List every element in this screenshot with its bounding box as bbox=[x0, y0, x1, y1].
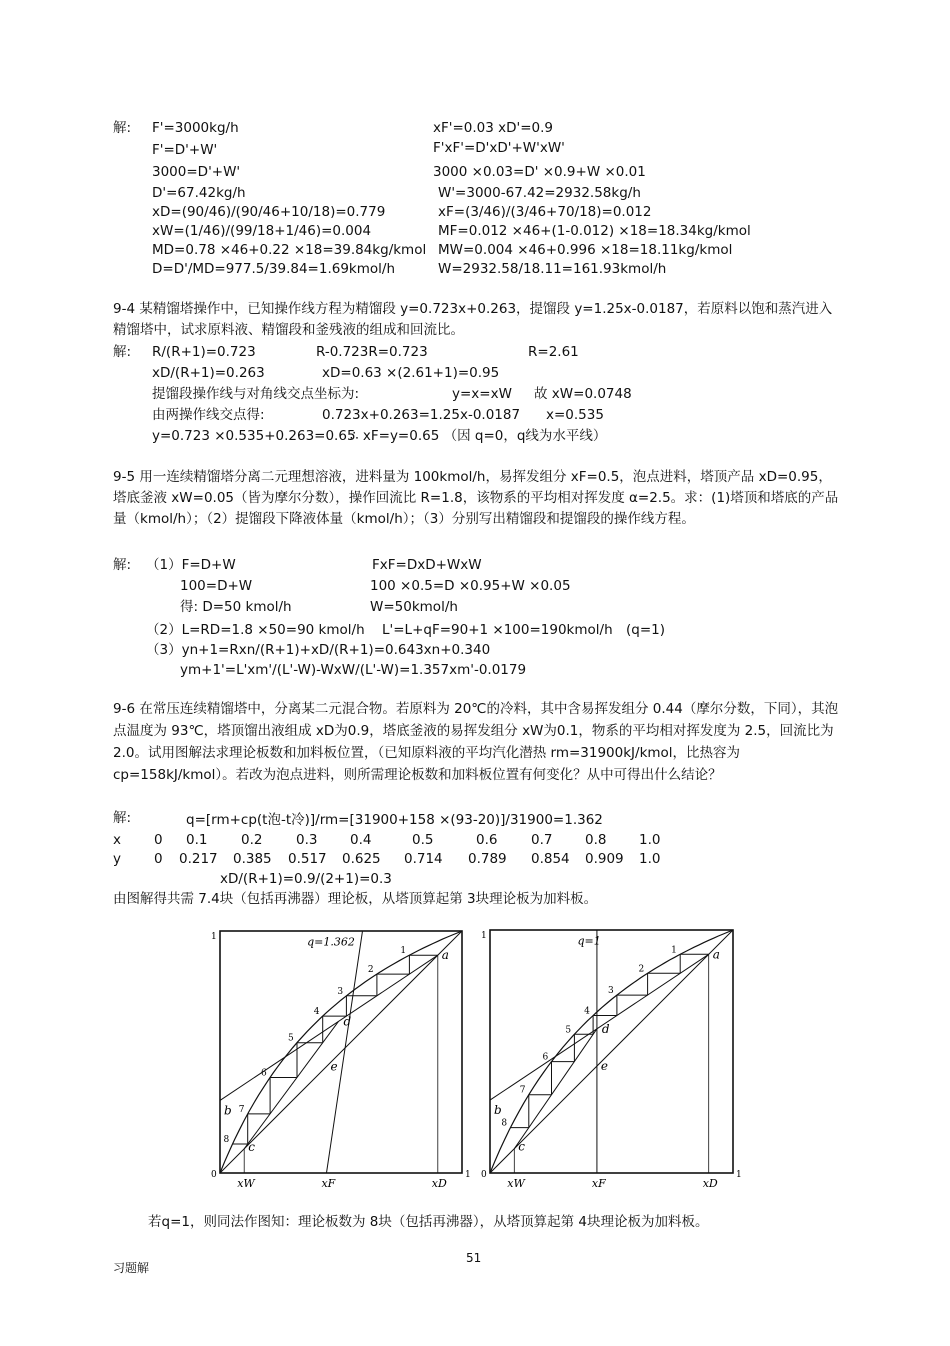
point-c-label: c bbox=[518, 1139, 526, 1154]
table-cell: 0.6 bbox=[476, 832, 498, 848]
equation: xD=0.63 ×(2.61+1)=0.95 bbox=[322, 365, 500, 381]
problem-9-4-question: 9-4 某精馏塔操作中，已知操作线方程为精馏段 y=0.723x+0.263，提馏段 y=1.25x-0.0187，若原料以饱和蒸汽进入精馏塔中，试求原料液、精馏段和釜残液的组成和回流比。 bbox=[113, 301, 833, 338]
equation: MW=0.004 ×46+0.996 ×18=18.11kg/kmol bbox=[438, 242, 733, 258]
table-y-header: y bbox=[113, 851, 121, 867]
q-value-label: q=1 bbox=[577, 934, 601, 948]
equation: F'=D'+W' bbox=[152, 142, 218, 158]
table-cell: 1.0 bbox=[639, 832, 661, 848]
equation: x=0.535 bbox=[546, 407, 604, 423]
point-c-label: c bbox=[248, 1139, 255, 1154]
equation: 100=D+W bbox=[180, 578, 253, 594]
mccabe-thiele-diagram-q1 bbox=[472, 925, 752, 1195]
x-max-label: 1 bbox=[465, 1170, 471, 1180]
equation: ym+1'=L'xm'/(L'-W)-WxW/(L'-W)=1.357xm'-0.0179 bbox=[180, 662, 527, 678]
y-max-label: 1 bbox=[481, 931, 487, 941]
point-e-label: e bbox=[330, 1059, 338, 1074]
table-cell: 0.909 bbox=[585, 851, 624, 867]
table-cell: 0.789 bbox=[468, 851, 507, 867]
equation: D'=67.42kg/h bbox=[152, 185, 246, 201]
problem-9-6-question: 9-6 在常压连续精馏塔中，分离某二元混合物。若原料为 20℃的冷料，其中含易挥发组分 0.44（摩尔分数，下同），其泡点温度为 93℃，塔顶馏出液组成 xD为0.9，塔底釜液的易挥发组分 xW为0.1，物系的平均相对挥发度为 2.5，回流比为 2.0。试用图解法求理论板数和加料板位置，（已知原料液的平均汽化潜热 rm=31900kJ/kmol，比热容为 cp=158kJ/kmol）。若改为泡点进料，则所需理论板数和加料板位置有何变化？从中可得出什么结论？ bbox=[113, 701, 839, 783]
solution-label: 解: bbox=[113, 344, 132, 360]
xw-axis-label: xW bbox=[507, 1177, 525, 1190]
equation: F'=3000kg/h bbox=[152, 120, 239, 136]
result-text: 若q=1，则同法作图知：理论板数为 8块（包括再沸器），从塔顶算起第 4块理论板为加料板。 bbox=[148, 1214, 709, 1230]
table-cell: 0 bbox=[154, 832, 163, 848]
point-b-label: b bbox=[494, 1103, 502, 1118]
equation: （1）F=D+W bbox=[146, 557, 236, 573]
point-d-label: d bbox=[601, 1021, 610, 1036]
rectifying-operating-line bbox=[220, 955, 438, 1100]
stage-number-label: 1 bbox=[671, 945, 677, 956]
problem-9-5-question: 9-5 用一连续精馏塔分离二元理想溶液，进料量为 100kmol/h，易挥发组分 xF=0.5，泡点进料，塔顶产品 xD=0.95，塔底釜液 xW=0.05（皆为摩尔分数），操作回流比 R=1.8，该物系的平均相对挥发度 α=2.5。求：(1)塔顶和塔底的产品量（kmol/h）；（2）提馏段下降液体量（kmol/h）；（3）分别写出精馏段和提馏段的操作线方程。 bbox=[113, 469, 839, 527]
equation: y=x=xW bbox=[452, 386, 512, 402]
footer-title: 习题解 bbox=[113, 1261, 150, 1275]
equation: 0.723x+0.263=1.25x-0.0187 bbox=[322, 407, 521, 423]
equation: （3）yn+1=Rxn/(R+1)+xD/(R+1)=0.643xn+0.340 bbox=[146, 642, 491, 658]
equation: R-0.723R=0.723 bbox=[316, 344, 428, 360]
diagonal-line bbox=[490, 930, 733, 1173]
equation: （2）L=RD=1.8 ×50=90 kmol/h bbox=[146, 622, 365, 638]
equation: xF=(3/46)/(3/46+70/18)=0.012 bbox=[438, 204, 652, 220]
mccabe-thiele-diagram-q1362 bbox=[200, 925, 475, 1195]
stage-number-label: 4 bbox=[313, 1007, 320, 1018]
table-cell: 0.517 bbox=[288, 851, 327, 867]
origin-label: 0 bbox=[211, 1170, 217, 1180]
equation: ∴ xF=y=0.65 （因 q=0，q线为水平线） bbox=[350, 428, 607, 444]
q-line bbox=[326, 931, 362, 1173]
table-cell: 0 bbox=[154, 851, 163, 867]
xw-axis-label: xW bbox=[237, 1177, 255, 1190]
equation: 3000 ×0.03=D' ×0.9+W ×0.01 bbox=[433, 164, 646, 180]
equation: R=2.61 bbox=[528, 344, 579, 360]
equation: 提馏段操作线与对角线交点坐标为: bbox=[152, 386, 360, 402]
equation: xD=(90/46)/(90/46+10/18)=0.779 bbox=[152, 204, 386, 220]
stage-number-label: 1 bbox=[400, 946, 407, 957]
stage-number-label: 2 bbox=[638, 964, 645, 975]
equation: 100 ×0.5=D ×0.95+W ×0.05 bbox=[370, 578, 571, 594]
equation: W=2932.58/18.11=161.93kmol/h bbox=[438, 261, 667, 277]
stage-number-label: 3 bbox=[607, 986, 614, 997]
result-text: 由图解得共需 7.4块（包括再沸器）理论板，从塔顶算起第 3块理论板为加料板。 bbox=[113, 891, 598, 907]
table-cell: 0.625 bbox=[342, 851, 381, 867]
equation: xD/(R+1)=0.9/(2+1)=0.3 bbox=[220, 871, 392, 887]
diagonal-line bbox=[220, 931, 462, 1173]
equation: 得: D=50 kmol/h bbox=[180, 599, 292, 615]
table-cell: 0.4 bbox=[350, 832, 372, 848]
rectifying-operating-line bbox=[490, 954, 709, 1100]
equation: FxF=DxD+WxW bbox=[372, 557, 482, 573]
equation: 故 xW=0.0748 bbox=[534, 386, 632, 402]
table-cell: 0.854 bbox=[531, 851, 570, 867]
stage-number-label: 8 bbox=[501, 1118, 508, 1129]
solution-label: 解: bbox=[113, 557, 132, 573]
equation: W=50kmol/h bbox=[370, 599, 458, 615]
stripping-operating-line bbox=[514, 1029, 597, 1149]
q-value-label: q=1.362 bbox=[307, 935, 355, 949]
table-cell: 0.385 bbox=[233, 851, 272, 867]
solution-label: 解: bbox=[113, 810, 132, 826]
y-max-label: 1 bbox=[211, 932, 217, 942]
stage-number-label: 5 bbox=[287, 1033, 294, 1044]
equation: R/(R+1)=0.723 bbox=[152, 344, 256, 360]
equation: xD/(R+1)=0.263 bbox=[152, 365, 265, 381]
point-d-label: d bbox=[343, 1014, 352, 1029]
point-b-label: b bbox=[224, 1103, 232, 1118]
stage-number-label: 2 bbox=[367, 965, 374, 976]
stage-number-label: 7 bbox=[238, 1104, 245, 1115]
equation: L'=L+qF=90+1 ×100=190kmol/h bbox=[382, 622, 613, 638]
xd-axis-label: xD bbox=[702, 1177, 718, 1190]
equation: W'=3000-67.42=2932.58kg/h bbox=[438, 185, 641, 201]
page-number: 51 bbox=[466, 1251, 482, 1265]
equation: 由两操作线交点得: bbox=[152, 407, 265, 423]
x-max-label: 1 bbox=[736, 1170, 742, 1180]
equation: D=D'/MD=977.5/39.84=1.69kmol/h bbox=[152, 261, 396, 277]
table-x-header: x bbox=[113, 832, 121, 848]
equation: xF'=0.03 xD'=0.9 bbox=[433, 120, 554, 136]
point-e-label: e bbox=[600, 1059, 609, 1074]
equation: y=0.723 ×0.535+0.263=0.65 bbox=[152, 428, 356, 444]
table-cell: 0.1 bbox=[186, 832, 208, 848]
xd-axis-label: xD bbox=[431, 1177, 447, 1190]
table-cell: 0.217 bbox=[179, 851, 218, 867]
equation: F'xF'=D'xD'+W'xW' bbox=[433, 140, 565, 156]
stage-number-label: 5 bbox=[565, 1025, 572, 1036]
table-cell: 0.5 bbox=[412, 832, 434, 848]
origin-label: 0 bbox=[481, 1170, 487, 1180]
table-cell: 1.0 bbox=[639, 851, 661, 867]
equation: MF=0.012 ×46+(1-0.012) ×18=18.34kg/kmol bbox=[438, 223, 751, 239]
stage-number-label: 7 bbox=[519, 1085, 526, 1096]
xf-axis-label: xF bbox=[321, 1177, 336, 1190]
solution-label: 解: bbox=[113, 120, 132, 136]
table-cell: 0.3 bbox=[296, 832, 318, 848]
stage-number-label: 4 bbox=[584, 1006, 590, 1017]
equation: q=[rm+cp(t泡-t冷)]/rm=[31900+158 ×(93-20)]/31900=1.362 bbox=[186, 812, 603, 828]
point-a-label: a bbox=[441, 948, 449, 963]
equation: 3000=D'+W' bbox=[152, 164, 241, 180]
table-cell: 0.8 bbox=[585, 832, 607, 848]
table-cell: 0.714 bbox=[404, 851, 443, 867]
stage-number-label: 6 bbox=[261, 1068, 267, 1079]
point-a-label: a bbox=[712, 947, 720, 962]
stage-number-label: 6 bbox=[542, 1052, 549, 1063]
stage-number-label: 8 bbox=[223, 1135, 230, 1146]
equation: (q=1) bbox=[626, 622, 666, 638]
equation: xW=(1/46)/(99/18+1/46)=0.004 bbox=[152, 223, 372, 239]
table-cell: 0.2 bbox=[241, 832, 263, 848]
xf-axis-label: xF bbox=[591, 1177, 606, 1190]
table-cell: 0.7 bbox=[531, 832, 553, 848]
stage-steps bbox=[510, 954, 708, 1127]
stage-number-label: 3 bbox=[337, 986, 344, 997]
equation: MD=0.78 ×46+0.22 ×18=39.84kg/kmol bbox=[152, 242, 427, 258]
